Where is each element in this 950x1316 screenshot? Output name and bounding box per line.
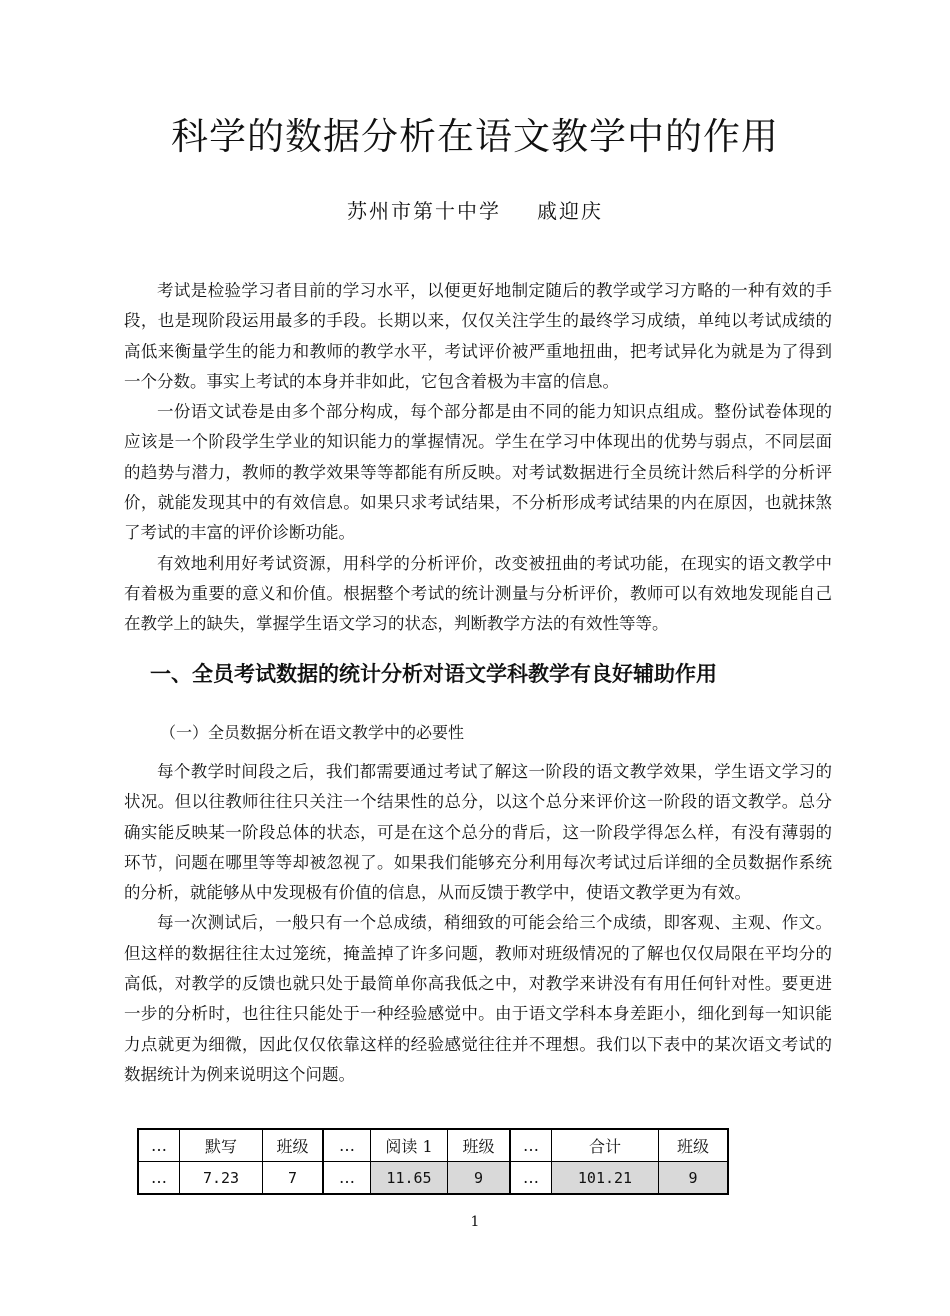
table-cell: … [323,1162,371,1195]
section-body [124,757,832,1090]
table-cell: 9 [659,1162,729,1195]
author-school: 苏州市第十中学 [347,199,501,223]
author-line [0,196,950,226]
table-cell: … [510,1162,552,1195]
table-cell: 7 [263,1162,324,1195]
section-paragraph: 每一次测试后，一般只有一个总成绩，稍细致的可能会给三个成绩，即客观、主观、作文。但这样的数据往往太过笼统，掩盖掉了许多问题，教师对班级情况的了解也仅仅局限在平均分的高低，对教学的反馈也就只处于最简单你高我低之中，对教学来讲没有有用任何针对性。要更进一步的分析时，也往往只能处于一种经验感觉中。由于语文学科本身差距小，细化到每一知识能力点就更为细微，因此仅仅依靠这样的经验感觉往往并不理想。我们以下表中的某次语文考试的数据统计为例来说明这个问题。 [124,913,832,1084]
document-title: 科学的数据分析在语文教学中的作用 [171,115,779,158]
subsection-heading: （一）全员数据分析在语文教学中的必要性 [160,723,465,742]
table-cell: 默写 [180,1129,263,1162]
table-cell: … [138,1162,180,1195]
table-cell: 9 [448,1162,511,1195]
table-cell: 11.65 [371,1162,448,1195]
table-header-row [138,1129,728,1162]
section-heading: 一、全员考试数据的统计分析对语文学科教学有良好辅助作用 [150,662,717,686]
table-cell: 101.21 [552,1162,659,1195]
intro-section [124,276,832,640]
table-cell: … [138,1129,180,1162]
intro-paragraph: 有效地利用好考试资源，用科学的分析评价，改变被扭曲的考试功能，在现实的语文教学中有着极为重要的意义和价值。根据整个考试的统计测量与分析评价，教师可以有效地发现能自己在教学上的缺失，掌握学生语文学习的状态，判断教学方法的有效性等等。 [124,553,832,634]
table-row [138,1162,728,1195]
table-cell: 班级 [263,1129,324,1162]
intro-paragraph: 考试是检验学习者目前的学习水平，以便更好地制定随后的教学或学习方略的一种有效的手段，也是现阶段运用最多的手段。长期以来，仅仅关注学生的最终学习成绩，单纯以考试成绩的高低来衡量学生的能力和教师的教学水平，考试评价被严重地扭曲，把考试异化为就是为了得到一个分数。事实上考试的本身并非如此，它包含着极为丰富的信息。 [124,281,832,391]
section-paragraph: 每个教学时间段之后，我们都需要通过考试了解这一阶段的语文教学效果，学生语文学习的状况。但以往教师往往只关注一个结果性的总分，以这个总分来评价这一阶段的语文教学。总分确实能反映某一阶段总体的状态，可是在这个总分的背后，这一阶段学得怎么样，有没有薄弱的环节，问题在哪里等等却被忽视了。如果我们能够充分利用每次考试过后详细的全员数据作系统的分析，就能够从中发现极有价值的信息，从而反馈于教学中，使语文教学更为有效。 [124,762,832,903]
page-number: 1 [470,1214,480,1230]
table-cell: 班级 [659,1129,729,1162]
intro-paragraph: 一份语文试卷是由多个部分构成，每个部分都是由不同的能力知识点组成。整份试卷体现的应该是一个阶段学生学业的知识能力的掌握情况。学生在学习中体现出的优势与弱点，不同层面的趋势与潜力，教师的教学效果等等都能有所反映。对考试数据进行全员统计然后科学的分析评价，就能发现其中的有效信息。如果只求考试结果，不分析形成考试结果的内在原因，也就抹煞了考试的丰富的评价诊断功能。 [124,402,832,543]
table-cell: 班级 [448,1129,511,1162]
table-cell: … [323,1129,371,1162]
table-cell: … [510,1129,552,1162]
table-cell: 合计 [552,1129,659,1162]
table-cell: 阅读 1 [371,1129,448,1162]
table-cell: 7.23 [180,1162,263,1195]
author-name: 戚迎庆 [537,199,603,223]
score-table [137,1128,729,1195]
